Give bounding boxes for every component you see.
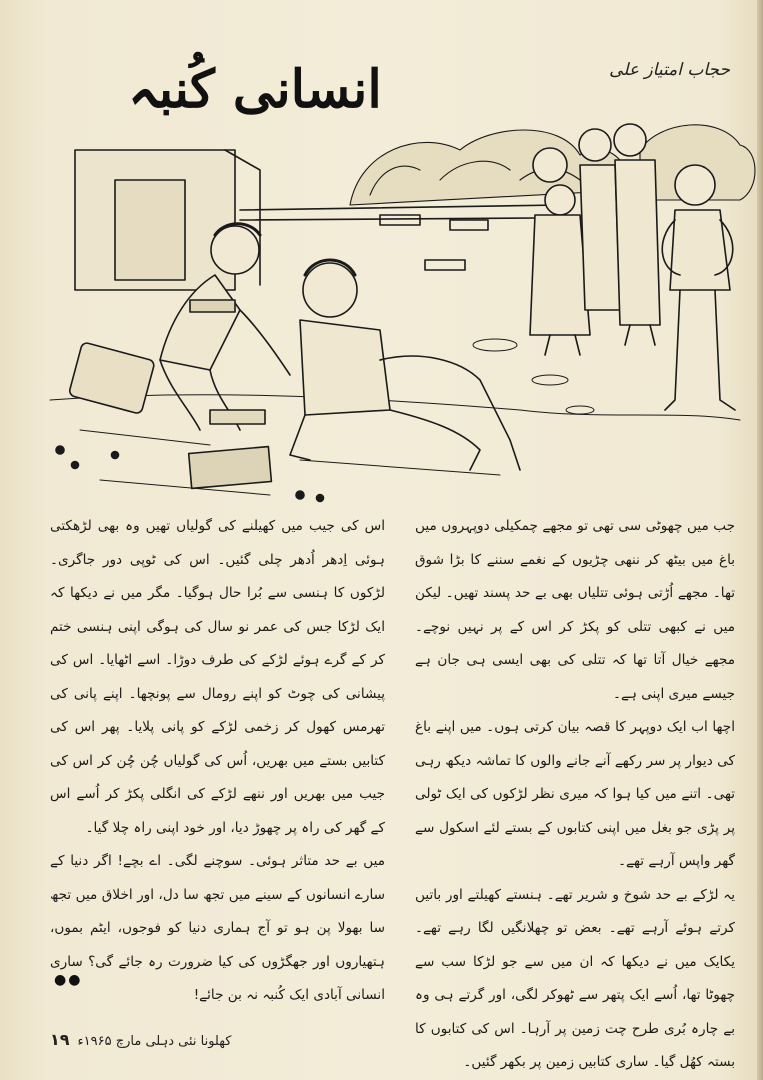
illustration-children-helping-fallen-boy [40, 110, 760, 505]
page-footer [50, 1030, 231, 1049]
paragraph: اس کی جیب میں کھیلنے کی گولیاں تھیں وہ بھی لڑھکتی ہوئی اِدھر اُدھر چلی گئیں۔ اس کی ٹوپی دور جاگری۔ لڑکوں کا ہنسی سے بُرا حال ہوگیا۔ مگر میں نے دیکھا کہ ایک لڑکا جس کی عمر نو سال کی ہوگی اپنی ہنسی ختم کر کے گرے ہوئے لڑکے کی طرف دوڑا۔ اسے اٹھایا۔ اس کی پیشانی کی چوٹ کو اپنے رومال سے پونچھا۔ اپنے پانی کی تھرمس کھول کر زخمی لڑکے کو پانی پلایا۔ پھر اس کی کتابیں بستے میں بھریں، اُس کی گولیاں چُن چُن کر اس کی جیب میں بھریں اور ننھے لڑکے کی انگلی پکڑ کر اُسے اس کے گھر کی راہ پر چھوڑ دیا، اور خود اپنی راہ چلا گیا۔ [50, 518, 385, 836]
magazine-issue: کھلونا نئی دہلی مارچ ۱۹۶۵ء [77, 1034, 232, 1049]
end-of-article-mark: ●● [54, 972, 83, 988]
paragraph: یہ لڑکے بے حد شوخ و شریر تھے۔ ہنستے کھیلتے اور باتیں کرتے ہوئے آرہے تھے۔ بعض تو چھلانگیں لگا رہے تھے۔ یکایک میں نے دیکھا کہ ان میں سے جو لڑکا سب سے چھوٹا تھا، اُسے ایک پتھر سے ٹھوکر لگی، اور گرتے ہی وہ بے چارہ بُری طرح چت زمین پر آرہا۔ اس کی کتابوں کا بستہ کھُل گیا۔ ساری کتابیں زمین پر بکھر گئیں۔ [415, 886, 735, 1070]
article-title: انسانی کُنبہ [128, 59, 382, 120]
paragraph: جب میں چھوٹی سی تھی تو مجھے چمکیلی دوپہروں میں باغ میں بیٹھ کر ننھی چڑیوں کے نغمے سننے کا بڑا شوق تھا۔ مجھے اُڑتی ہوئی تتلیاں بھی بے حد پسند تھیں۔ لیکن میں نے کبھی تتلی کو پکڑ کر اس کے پر نہیں نوچے۔ مجھے خیال آتا تھا کہ تتلی کی بھی ایسی ہی جان ہے جیسے میری اپنی ہے۔ [415, 518, 735, 702]
paragraph: میں بے حد متاثر ہوئی۔ سوچنے لگی۔ اے بچے! اگر دنیا کے سارے انسانوں کے سینے میں تجھ سا دل، اور اخلاق میں تجھ سا بھولا پن ہو تو آج ہماری دنیا کو فوجوں، ایٹم بموں، ہتھیاروں اور جھگڑوں کی کیا ضرورت رہ جائے گی؟ ساری انسانی آبادی ایک کُنبہ نہ بن جائے! [50, 853, 385, 1003]
article-author: حجاب امتیاز علی [609, 60, 730, 80]
illustration-standing-boy [662, 165, 735, 410]
paragraph: اچھا اب ایک دوپہر کا قصہ بیان کرتی ہوں۔ میں اپنے باغ کی دیوار پر سر رکھے آنے جانے والوں کا تماشہ دیکھ رہی تھی۔ اتنے میں کیا ہوا کہ میری نظر لڑکوں کی ایک ٹولی پر پڑی جو بغل میں اپنی کتابوں کے بستے لئے اسکول سے گھر واپس آرہے تھے۔ [415, 719, 735, 869]
text-column-right [415, 510, 735, 1080]
text-column-left [50, 510, 385, 1013]
illustration-fallen-boy [189, 260, 520, 488]
illustration-garden-wall [240, 205, 560, 270]
page-number: ۱۹ [50, 1030, 70, 1049]
